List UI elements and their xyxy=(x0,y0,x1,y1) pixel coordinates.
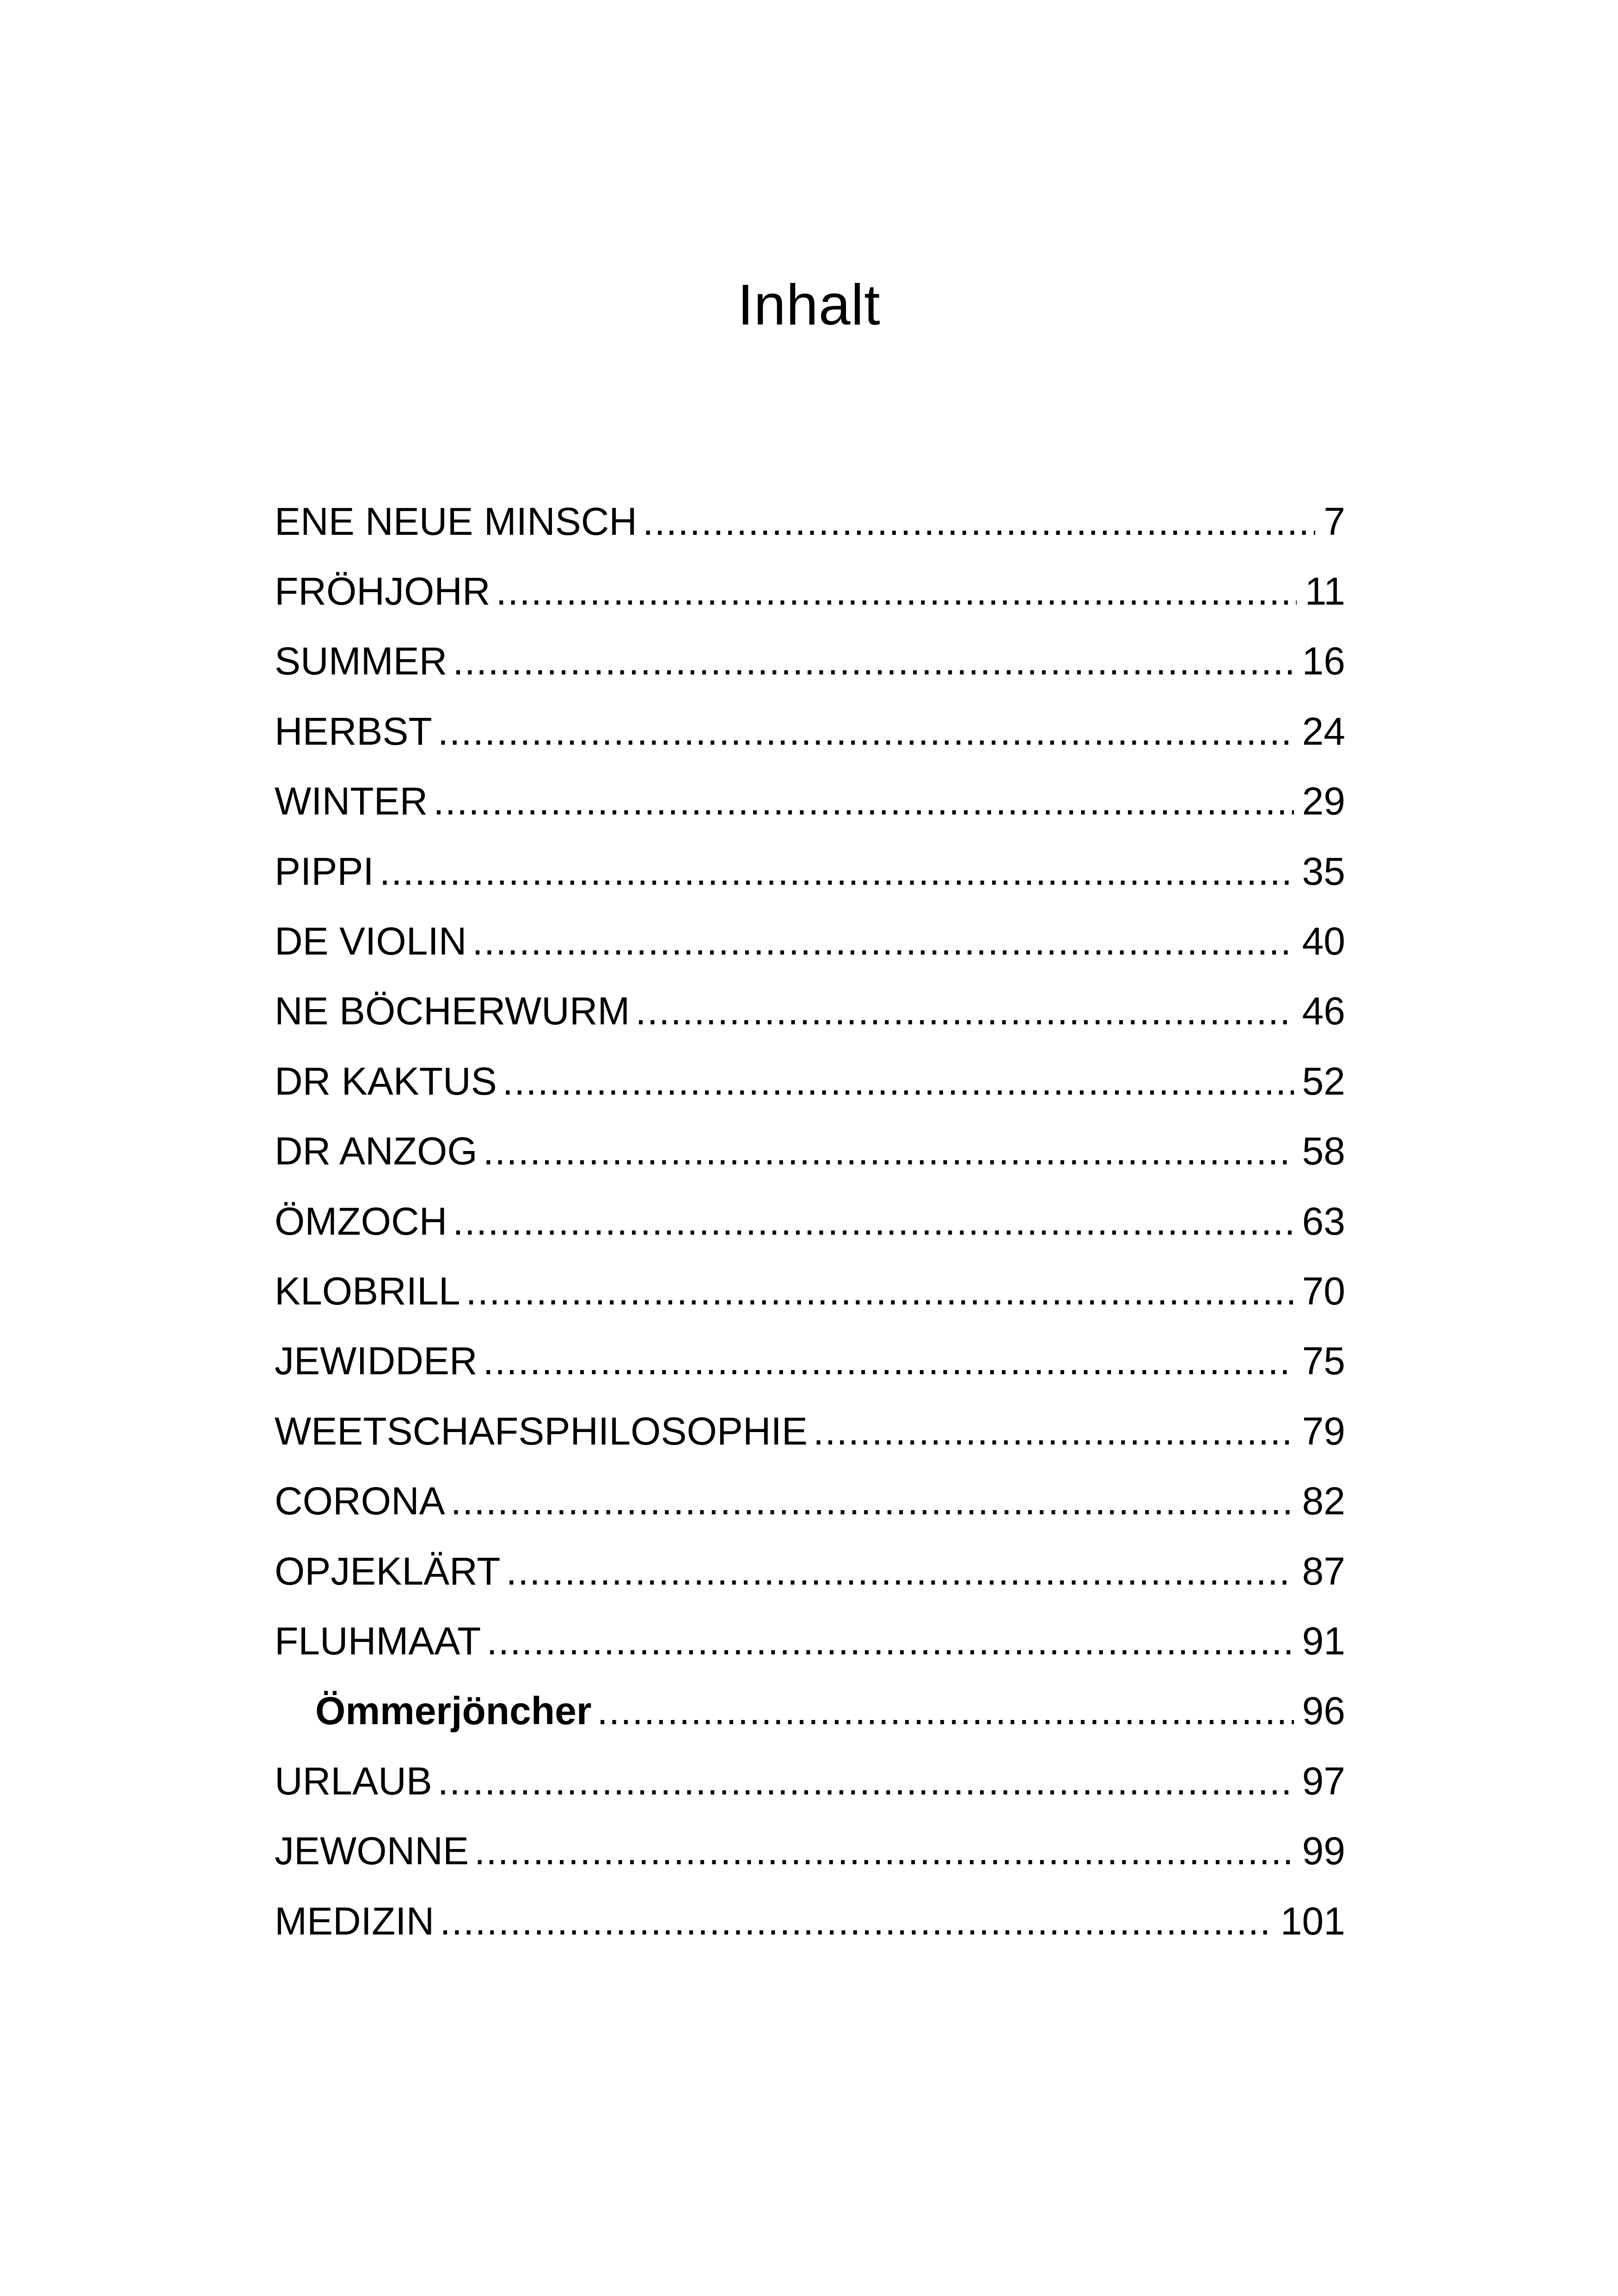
dot-leader xyxy=(643,498,1315,545)
toc-entry[interactable] xyxy=(275,1326,1345,1396)
toc-entry-title: URLAUB xyxy=(275,1758,438,1804)
page-title: Inhalt xyxy=(737,273,881,337)
toc-section-entry[interactable] xyxy=(275,1676,1345,1746)
dot-leader xyxy=(486,1618,1293,1664)
dot-leader xyxy=(453,638,1293,684)
dot-leader xyxy=(635,988,1293,1034)
toc-entry-title: OPJEKLÄRT xyxy=(275,1548,506,1594)
toc-entry-page-number: 87 xyxy=(1294,1548,1345,1594)
dot-leader xyxy=(472,918,1293,964)
toc-entry-page-number: 70 xyxy=(1294,1268,1345,1314)
toc-entry[interactable] xyxy=(275,836,1345,906)
toc-entry-title: MEDIZIN xyxy=(275,1898,440,1944)
dot-leader xyxy=(438,1758,1294,1804)
toc-entry-page-number: 63 xyxy=(1294,1198,1345,1244)
dot-leader xyxy=(453,1198,1293,1244)
toc-entry-page-number: 52 xyxy=(1294,1058,1345,1104)
toc-entry-title: ENE NEUE MINSCH xyxy=(275,498,643,545)
toc-entry-title: HERBST xyxy=(275,708,438,754)
dot-leader xyxy=(483,1338,1294,1384)
toc-entry-page-number: 75 xyxy=(1294,1338,1345,1384)
dot-leader xyxy=(506,1548,1294,1594)
dot-leader xyxy=(597,1688,1294,1734)
toc-entry-title: NE BÖCHERWURM xyxy=(275,988,635,1034)
toc-entry-title: JEWONNE xyxy=(275,1828,474,1874)
toc-entry-page-number: 24 xyxy=(1294,708,1345,754)
toc-entry-title: PIPPI xyxy=(275,848,380,894)
toc-entry-page-number: 96 xyxy=(1294,1688,1345,1734)
toc-entry[interactable] xyxy=(275,766,1345,836)
toc-entry-title: WINTER xyxy=(275,778,433,824)
dot-leader xyxy=(438,708,1294,754)
dot-leader xyxy=(440,1898,1272,1944)
dot-leader xyxy=(496,568,1297,614)
toc-entry[interactable] xyxy=(275,1816,1345,1886)
toc-entry[interactable] xyxy=(275,1046,1345,1116)
toc-entry[interactable] xyxy=(275,1116,1345,1186)
toc-entry[interactable] xyxy=(275,1396,1345,1466)
toc-entry[interactable] xyxy=(275,1256,1345,1326)
toc-entry-page-number: 91 xyxy=(1294,1618,1345,1664)
toc-entry-title: FLUHMAAT xyxy=(275,1618,486,1664)
dot-leader xyxy=(466,1268,1294,1314)
toc-entry[interactable] xyxy=(275,906,1345,976)
toc-entry-page-number: 40 xyxy=(1294,918,1345,964)
dot-leader xyxy=(503,1058,1294,1104)
toc-entry-title: JEWIDDER xyxy=(275,1338,483,1384)
toc-entry[interactable] xyxy=(275,556,1345,626)
toc-entry-page-number: 79 xyxy=(1294,1408,1345,1454)
toc-entry-title: KLOBRILL xyxy=(275,1268,466,1314)
dot-leader xyxy=(451,1478,1294,1524)
toc-entry-title: ÖMZOCH xyxy=(275,1198,453,1244)
toc-entry[interactable] xyxy=(275,486,1345,556)
toc-entry-page-number: 97 xyxy=(1294,1758,1345,1804)
toc-entry-title: DE VIOLIN xyxy=(275,918,472,964)
dot-leader xyxy=(380,848,1294,894)
table-of-contents xyxy=(275,486,1345,1956)
toc-entry-title: FRÖHJOHR xyxy=(275,568,496,614)
toc-entry-page-number: 82 xyxy=(1294,1478,1345,1524)
toc-entry[interactable] xyxy=(275,1536,1345,1606)
toc-entry-title: WEETSCHAFSPHILOSOPHIE xyxy=(275,1408,813,1454)
toc-entry-title: CORONA xyxy=(275,1478,451,1524)
toc-entry-page-number: 58 xyxy=(1294,1128,1345,1174)
toc-entry-page-number: 16 xyxy=(1294,638,1345,684)
toc-entry-page-number: 99 xyxy=(1294,1828,1345,1874)
dot-leader xyxy=(483,1128,1294,1174)
toc-entry-page-number: 29 xyxy=(1294,778,1345,824)
toc-entry-page-number: 101 xyxy=(1272,1898,1345,1944)
toc-entry-title: SUMMER xyxy=(275,638,453,684)
toc-entry[interactable] xyxy=(275,626,1345,696)
toc-entry-page-number: 7 xyxy=(1315,498,1345,545)
toc-entry[interactable] xyxy=(275,976,1345,1046)
toc-entry-page-number: 11 xyxy=(1297,568,1345,614)
toc-entry-title: DR KAKTUS xyxy=(275,1058,503,1104)
toc-entry-title: DR ANZOG xyxy=(275,1128,483,1174)
dot-leader xyxy=(433,778,1293,824)
toc-entry[interactable] xyxy=(275,1466,1345,1536)
dot-leader xyxy=(474,1828,1294,1874)
toc-entry[interactable] xyxy=(275,696,1345,766)
toc-entry-page-number: 35 xyxy=(1294,848,1345,894)
toc-section-title: Ömmerjöncher xyxy=(315,1688,597,1734)
toc-entry[interactable] xyxy=(275,1186,1345,1256)
toc-entry[interactable] xyxy=(275,1606,1345,1676)
toc-entry[interactable] xyxy=(275,1746,1345,1816)
toc-entry-page-number: 46 xyxy=(1294,988,1345,1034)
dot-leader xyxy=(813,1408,1294,1454)
toc-entry[interactable] xyxy=(275,1886,1345,1956)
